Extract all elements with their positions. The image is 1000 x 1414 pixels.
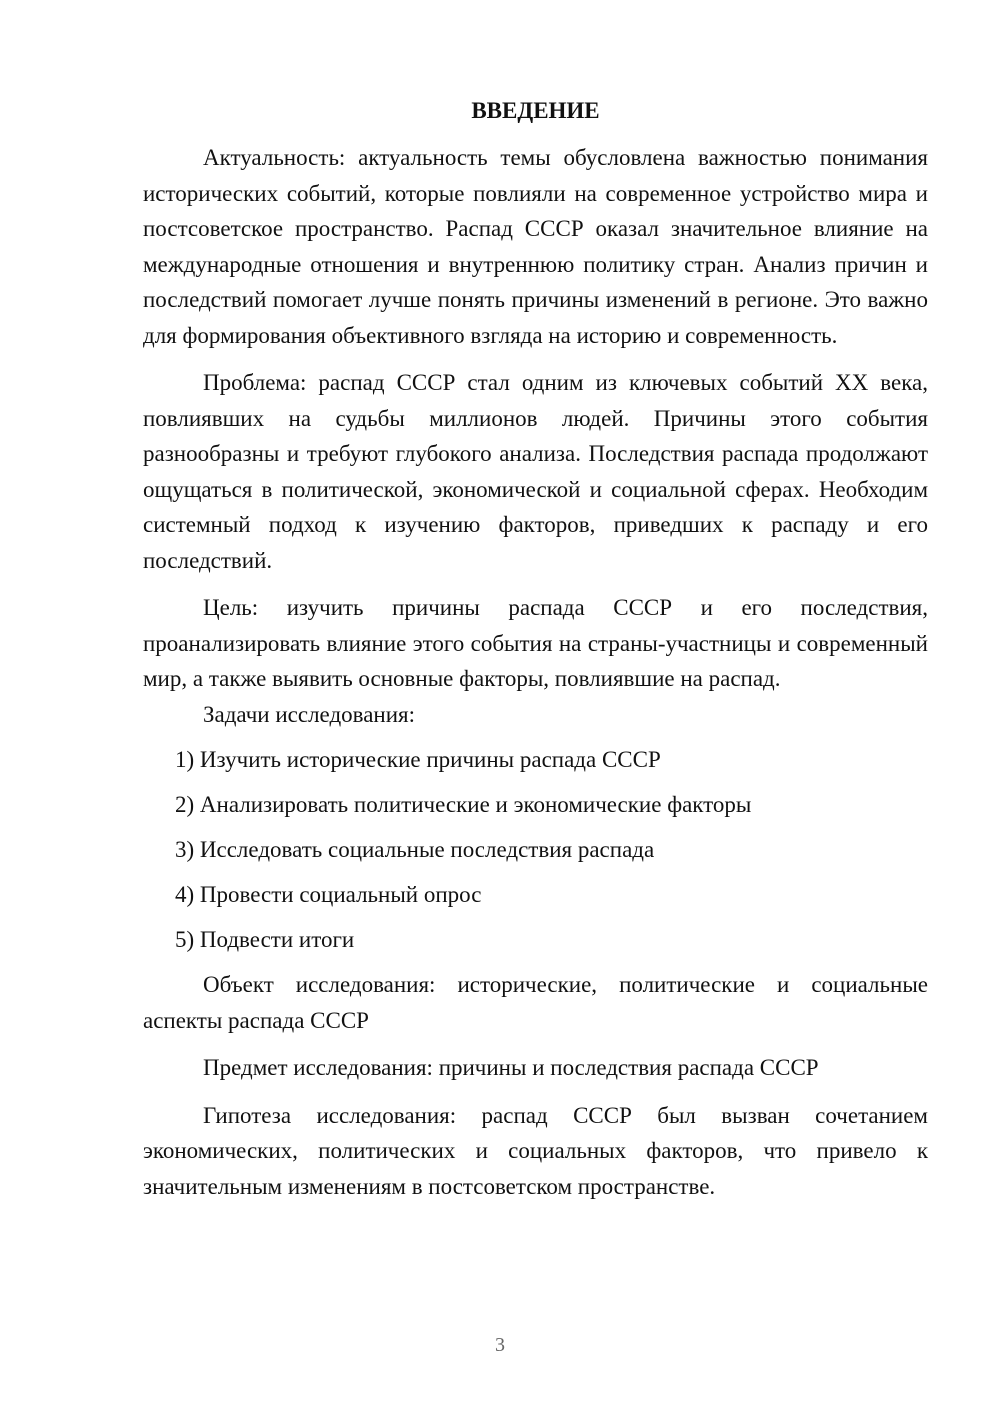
tasks-heading: Задачи исследования: (203, 701, 416, 727)
page-number: 3 (495, 1334, 505, 1356)
task-item: 2) Анализировать политические и экономические факторы (175, 792, 752, 818)
task-item: 4) Провести социальный опрос (175, 882, 482, 908)
subject-paragraph: Предмет исследования: причины и последствия распада СССР (203, 1055, 819, 1081)
task-item: 1) Изучить исторические причины распада СССР (175, 747, 661, 772)
relevance-paragraph: Актуальность: актуальность темы обусловлена важностью понимания исторических событий, которые повлияли на современное устройство мира и постсоветское пространство. Распад СССР оказал значительное влияние на международные отношения и внутреннюю политику стран. Анализ причин и последствий помогает лучше понять причины изменений в регионе. Это важно для формирования объективного взгляда на историю и современность. (143, 145, 928, 348)
problem-paragraph: Проблема: распад СССР стал одним из ключевых событий XX века, повлиявших на судьбы миллионов людей. Причины этого события разнообразны и требуют глубокого анализа. Последствия распада продолжают ощущаться в политической, экономической и социальной сферах. Необходим системный подход к изучению факторов, приведших к распаду и его последствий. (143, 370, 928, 573)
object-paragraph: Объект исследования: исторические, политические и социальные аспекты распада СССР (143, 972, 928, 1033)
page-content (143, 96, 928, 1204)
task-item: 3) Исследовать социальные последствия распада (175, 837, 655, 863)
tasks-list (143, 742, 928, 958)
goal-paragraph: Цель: изучить причины распада СССР и его последствия, проанализировать влияние этого события на страны-участницы и современный мир, а также выявить основные факторы, повлиявшие на распад. (143, 595, 928, 691)
task-item: 5) Подвести итоги (175, 927, 355, 953)
page-title: ВВЕДЕНИЕ (471, 98, 600, 123)
hypothesis-paragraph: Гипотеза исследования: распад СССР был вызван сочетанием экономических, политических и социальных факторов, что привело к значительным изменениям в постсоветском пространстве. (143, 1102, 928, 1199)
